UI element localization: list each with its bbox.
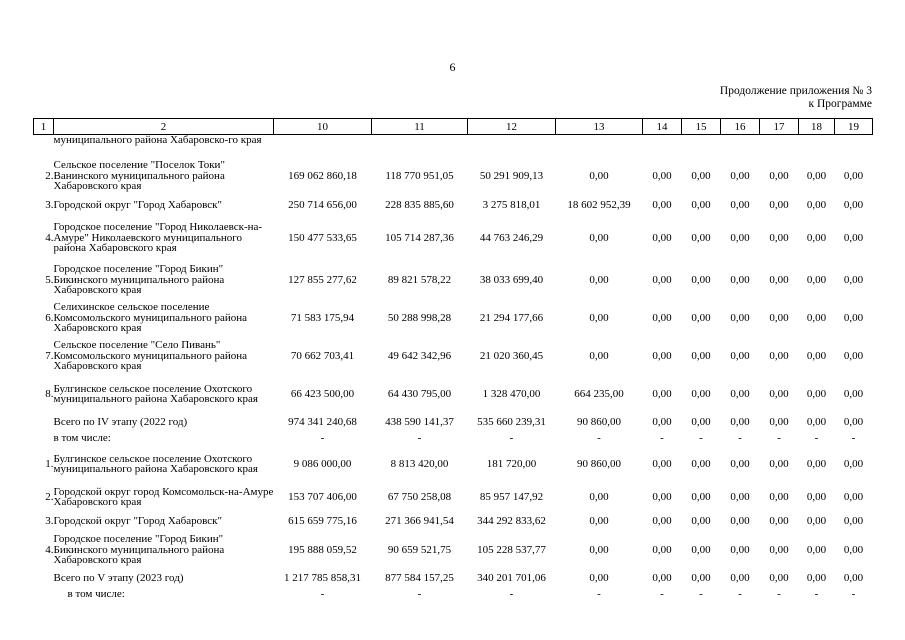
value-cell: 44 763 246,29 [479,232,544,244]
value-cell: 0,00 [730,199,750,211]
value-cell: 0,00 [769,312,789,324]
value-cell: 3 275 818,01 [482,199,541,211]
row-name: Городское поселение "Город Николаевск-на-Амуре" Николаевского муниципального района Хабаровского края [53,221,263,255]
continuation-line-1: Продолжение приложения № 3 [719,85,872,97]
table-row [34,157,873,195]
value-cell: 0,00 [691,232,711,244]
table-row [34,445,873,483]
value-cell: 89 821 578,22 [387,274,452,286]
value-cell: 0,00 [652,170,672,182]
value-cell: 0,00 [769,515,789,527]
value-cell: 169 062 860,18 [288,170,357,182]
appendix-continuation-note [720,85,872,111]
value-cell: 0,00 [769,350,789,362]
value-cell: 0,00 [652,491,672,503]
column-header-15: 15 [682,119,721,135]
value-cell: 615 659 775,16 [288,515,357,527]
value-cell: 0,00 [730,232,750,244]
value-cell: 0,00 [843,544,864,556]
value-cell: 64 430 795,00 [387,388,452,400]
value-cell: 0,00 [652,388,672,400]
value-cell: 0,00 [843,312,864,324]
row-index: 3. [45,199,54,211]
row-name: Сельское поселение "Село Пивань" Комсомольского муниципального района Хабаровского края [53,339,247,373]
value-cell: 0,00 [769,458,789,470]
row-index: 2. [45,491,54,503]
dash-cell: - [597,432,601,444]
including-label: в том числе: [67,588,125,600]
total-value-cell: 0,00 [652,572,672,584]
row-name: Городской округ "Город Хабаровск" [53,514,223,527]
table-row [34,299,873,337]
value-cell: 0,00 [589,232,609,244]
dash-cell: - [320,588,325,600]
value-cell: 0,00 [806,491,827,503]
column-header-18: 18 [799,119,835,135]
value-cell: 0,00 [806,199,827,211]
table-row [34,195,873,215]
value-cell: 195 888 059,52 [288,544,357,556]
value-cell: 0,00 [691,491,711,503]
total-value-cell: 0,00 [806,572,827,584]
value-cell: 8 813 420,00 [390,458,449,470]
value-cell: 90 659 521,75 [387,544,452,556]
table-row [34,261,873,299]
value-cell: 9 086 000,00 [293,458,352,470]
value-cell: 0,00 [589,544,609,556]
table-row [34,375,873,413]
value-cell: 0,00 [769,199,789,211]
value-cell: 18 602 952,39 [567,199,631,211]
row-index [34,413,54,431]
value-cell: 0,00 [843,515,864,527]
value-cell: 50 288 998,28 [387,312,452,324]
value-cell: 0,00 [843,274,864,286]
value-cell: 67 750 258,08 [387,491,452,503]
value-cell: 0,00 [652,312,672,324]
column-header-10: 10 [274,119,372,135]
value-cell [274,135,372,158]
column-header-16: 16 [721,119,760,135]
value-cell: 85 957 147,92 [479,491,544,503]
dash-cell: - [777,432,781,444]
dash-cell: - [777,588,781,600]
value-cell: 0,00 [652,199,672,211]
value-cell: 0,00 [769,491,789,503]
total-value-cell: 0,00 [730,416,750,428]
dash-cell: - [738,432,742,444]
value-cell: 0,00 [589,274,609,286]
value-cell: 0,00 [652,350,672,362]
table-row [34,215,873,261]
value-cell: 0,00 [691,544,711,556]
table-row [34,531,873,569]
total-value-cell: 0,00 [652,416,672,428]
row-index: 4. [45,544,54,556]
dash-cell: - [851,432,856,444]
total-value-cell: 0,00 [730,572,750,584]
value-cell: 105 714 287,36 [385,232,454,244]
value-cell: 0,00 [806,350,827,362]
value-cell: 0,00 [652,274,672,286]
value-cell: 0,00 [589,491,609,503]
value-cell: 0,00 [691,458,711,470]
value-cell: 0,00 [843,232,864,244]
row-index: 1. [45,458,54,470]
table-row [34,511,873,531]
dash-cell: - [509,432,514,444]
row-index: 5. [45,274,54,286]
budget-table [33,118,873,601]
total-value-cell: 535 660 239,31 [477,416,546,428]
value-cell: 0,00 [769,232,789,244]
value-cell: 0,00 [843,350,864,362]
value-cell: 0,00 [691,350,711,362]
column-header-11: 11 [372,119,468,135]
value-cell [721,135,760,158]
dash-cell: - [699,432,703,444]
dash-cell: - [417,588,422,600]
value-cell: 105 228 537,77 [477,544,546,556]
dash-cell: - [814,588,819,600]
row-index: 8. [45,388,54,400]
value-cell: 664 235,00 [574,388,624,400]
value-cell: 0,00 [730,491,750,503]
dash-cell: - [738,588,742,600]
value-cell: 71 583 175,94 [290,312,355,324]
total-value-cell: 1 217 785 858,31 [284,572,361,584]
total-value-cell: 438 590 141,37 [385,416,454,428]
row-name: Селихинское сельское поселение Комсомольского муниципального района Хабаровского края [53,301,247,335]
value-cell: 0,00 [589,350,609,362]
value-cell: 0,00 [691,312,711,324]
value-cell [556,135,643,158]
value-cell: 0,00 [843,199,864,211]
row-index: 7. [45,350,54,362]
total-value-cell: 0,00 [843,572,864,584]
column-header-19: 19 [835,119,873,135]
row-index [34,569,54,587]
value-cell: 0,00 [730,458,750,470]
table-row [34,337,873,375]
value-cell: 0,00 [730,544,750,556]
value-cell [372,135,468,158]
value-cell: 70 662 703,41 [290,350,355,362]
total-value-cell: 0,00 [843,416,864,428]
value-cell: 0,00 [806,544,827,556]
table-row [34,413,873,431]
value-cell: 38 033 699,40 [479,274,544,286]
value-cell: 344 292 833,62 [477,515,546,527]
value-cell: 21 020 360,45 [479,350,544,362]
value-cell: 0,00 [769,544,789,556]
value-cell [835,135,873,158]
value-cell [468,135,556,158]
value-cell: 0,00 [652,515,672,527]
value-cell: 0,00 [589,170,609,182]
dash-cell: - [851,588,856,600]
value-cell: 0,00 [806,515,827,527]
table-row [34,483,873,511]
column-header-14: 14 [643,119,682,135]
value-cell: 127 855 277,62 [288,274,357,286]
row-index: 6. [45,312,54,324]
value-cell: 0,00 [806,232,827,244]
column-header-2: 2 [54,119,274,135]
stage-total-label: Всего по V этапу (2023 год) [53,572,184,584]
dash-cell: - [597,588,601,600]
value-cell: 228 835 885,60 [385,199,454,211]
page-number: 6 [449,60,456,74]
value-cell: 0,00 [691,388,711,400]
total-value-cell: 0,00 [691,416,711,428]
dash-cell: - [320,432,325,444]
total-value-cell: 974 341 240,68 [288,416,357,428]
total-value-cell: 0,00 [806,416,827,428]
value-cell: 0,00 [730,274,750,286]
value-cell: 118 770 951,05 [385,170,454,182]
table-row [34,587,873,601]
value-cell [682,135,721,158]
total-value-cell: 0,00 [589,572,609,584]
value-cell: 0,00 [589,515,609,527]
value-cell [799,135,835,158]
row-name: Городской округ город Комсомольск-на-Амуре Хабаровского края [53,485,274,508]
value-cell: 0,00 [843,388,864,400]
row-index: 4. [45,232,54,244]
value-cell: 0,00 [730,312,750,324]
total-value-cell: 877 584 157,25 [385,572,454,584]
row-index: 2. [45,170,54,182]
total-value-cell: 340 201 701,06 [477,572,546,584]
value-cell: 0,00 [806,458,827,470]
value-cell: 1 328 470,00 [482,388,541,400]
row-name: Городское поселение "Город Бикин" Бикинского муниципального района Хабаровского края [53,263,225,297]
table-row [34,431,873,445]
value-cell: 0,00 [652,458,672,470]
total-value-cell: 90 860,00 [577,416,621,428]
value-cell: 0,00 [769,388,789,400]
row-name: Булгинское сельское поселение Охотского муниципального района Хабаровского края [53,452,258,475]
column-header-13: 13 [556,119,643,135]
dash-cell: - [699,588,703,600]
value-cell [643,135,682,158]
value-cell: 0,00 [589,312,609,324]
value-cell: 50 291 909,13 [479,170,544,182]
value-cell: 0,00 [843,491,864,503]
dash-cell: - [417,432,422,444]
value-cell: 0,00 [806,170,827,182]
row-index [34,587,54,601]
value-cell [760,135,799,158]
row-index [34,431,54,445]
value-cell: 49 642 342,96 [387,350,452,362]
value-cell: 0,00 [691,274,711,286]
row-name: Городское поселение "Город Бикин" Бикинского муниципального района Хабаровского края [53,533,225,567]
value-cell: 0,00 [652,544,672,556]
value-cell: 181 720,00 [486,458,537,470]
row-name: Сельское поселение "Поселок Токи" Ванинского муниципального района Хабаровского края [53,159,225,193]
total-value-cell: 0,00 [769,572,789,584]
value-cell: 0,00 [769,274,789,286]
total-value-cell: 0,00 [691,572,711,584]
value-cell: 0,00 [806,274,827,286]
value-cell: 0,00 [806,312,827,324]
value-cell: 250 714 656,00 [288,199,357,211]
table-row [34,569,873,587]
value-cell: 0,00 [730,170,750,182]
value-cell: 0,00 [691,199,711,211]
value-cell: 0,00 [730,350,750,362]
continuation-line-2: к Программе [808,98,872,110]
value-cell: 0,00 [769,170,789,182]
stage-total-label: Всего по IV этапу (2022 год) [53,416,188,428]
value-cell: 0,00 [843,458,864,470]
column-header-12: 12 [468,119,556,135]
value-cell: 66 423 500,00 [290,388,355,400]
table-body [34,135,873,602]
column-header-1: 1 [34,119,54,135]
table-header-row [34,119,873,135]
dash-cell: - [660,588,664,600]
row-name: муниципального района Хабаровско-го края [53,134,262,146]
row-index [34,135,54,158]
dash-cell: - [814,432,819,444]
value-cell: 0,00 [730,515,750,527]
value-cell: 0,00 [691,170,711,182]
value-cell: 0,00 [730,388,750,400]
row-name: Булгинское сельское поселение Охотского муниципального района Хабаровского края [53,382,258,405]
row-name: Городской округ "Город Хабаровск" [53,198,223,211]
value-cell: 90 860,00 [577,458,621,470]
dash-cell: - [509,588,514,600]
table-row [34,135,873,158]
value-cell: 0,00 [806,388,827,400]
including-label: в том числе: [53,432,111,444]
total-value-cell: 0,00 [769,416,789,428]
value-cell: 0,00 [652,232,672,244]
row-index: 3. [45,515,54,527]
value-cell: 0,00 [691,515,711,527]
value-cell: 153 707 406,00 [288,491,357,503]
value-cell: 21 294 177,66 [479,312,544,324]
value-cell: 150 477 533,65 [288,232,357,244]
value-cell: 0,00 [843,170,864,182]
value-cell: 271 366 941,54 [385,515,454,527]
column-header-17: 17 [760,119,799,135]
dash-cell: - [660,432,664,444]
